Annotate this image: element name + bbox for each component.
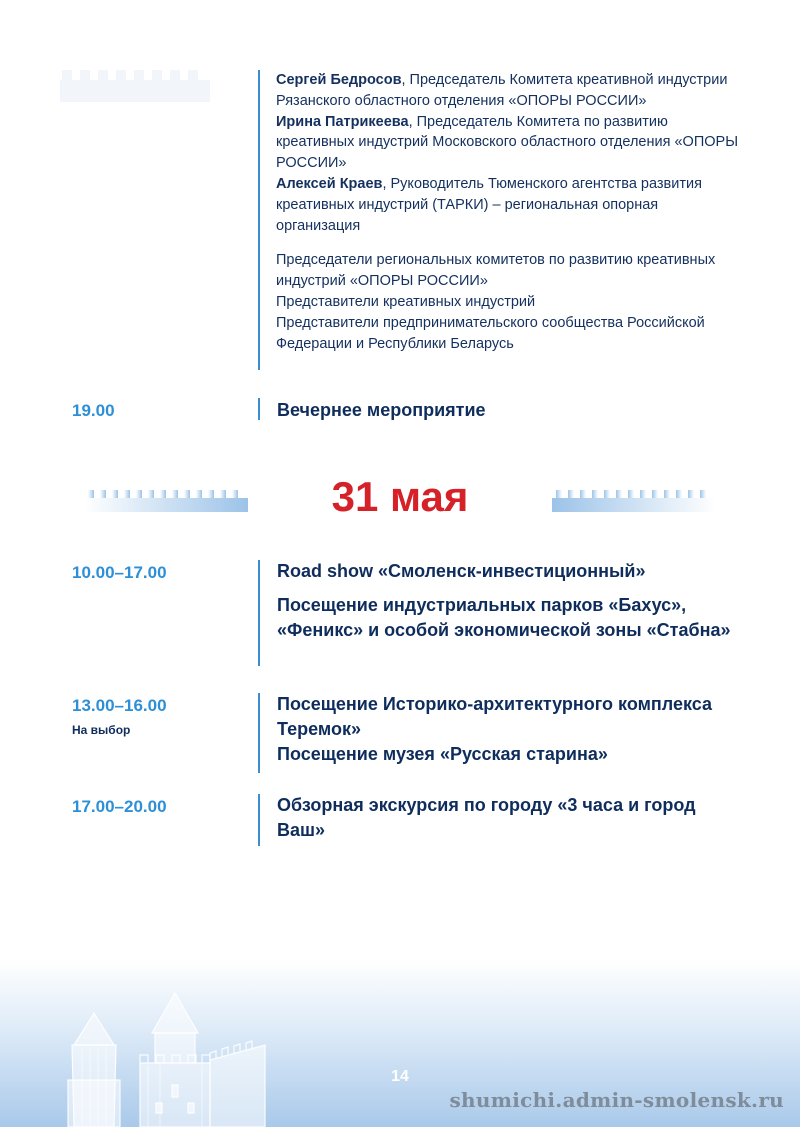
schedule-2-item-2: Посещение музея «Русская старина» [277, 744, 608, 764]
divider-line-3 [258, 794, 260, 846]
speaker-role: , Председатель Комитета креативной индустрии Рязанского областного отделения «ОПОРЫ РОССИИ» [276, 72, 728, 109]
day-title: 31 мая [331, 473, 469, 520]
divider-line-2 [258, 693, 260, 773]
divider-line-top [258, 70, 260, 370]
fortress-towers-illustration [60, 985, 280, 1127]
speakers-block [276, 70, 746, 354]
participant-1: Председатели региональных комитетов по развитию креативных индустрий «ОПОРЫ РОССИИ» [276, 252, 716, 290]
schedule-3-items [277, 793, 697, 843]
wall-ornament-right [552, 486, 716, 516]
evening-time: 19.00 [72, 401, 115, 420]
participant-2: Представители креативных индустрий [276, 293, 536, 310]
divider-line-evening [258, 398, 260, 420]
speaker-name: Сергей Бедросов [276, 72, 402, 88]
schedule-1-items [277, 559, 747, 643]
schedule-2-items [277, 692, 747, 767]
schedule-2-time: 13.00–16.00 [72, 696, 167, 715]
speaker-name: Алексей Краев [276, 175, 383, 192]
schedule-1-time: 10.00–17.00 [72, 563, 167, 582]
evening-title: Вечернее мероприятие [277, 400, 486, 420]
speaker-2 [276, 112, 746, 174]
speaker-name: Ирина Патрикеева [276, 113, 409, 130]
speaker-role: , Председатель Комитета по развитию креативных индустрий Московского областного отделения «ОПОРЫ РОССИИ» [276, 113, 739, 172]
schedule-1-item-2: Посещение индустриальных парков «Бахус», «Феникс» и особой экономической зоны «Стабна» [277, 595, 731, 640]
schedule-3-time: 17.00–20.00 [72, 797, 167, 816]
page-number: 14 [391, 1068, 409, 1085]
faint-wall-ornament [60, 60, 210, 110]
schedule-2-item-1: Посещение Историко-архитектурного комплекса Теремок» [277, 694, 712, 739]
speaker-3 [276, 174, 746, 236]
schedule-2-note: На выбор [72, 723, 131, 737]
schedule-1-item-1: Road show «Смоленск-инвестиционный» [277, 561, 646, 581]
watermark-url: shumichi.admin-smolensk.ru [449, 1088, 784, 1112]
schedule-3-item-1: Обзорная экскурсия по городу «3 часа и город Ваш» [277, 795, 696, 840]
speaker-role: , Руководитель Тюменского агентства развития креативных индустрий (ТАРКИ) – региональная опорная организация [276, 175, 702, 234]
divider-line-1 [258, 560, 260, 666]
participant-3: Представители предпринимательского сообщества Российской Федерации и Республики Беларусь [276, 314, 705, 352]
speaker-1 [276, 70, 746, 112]
